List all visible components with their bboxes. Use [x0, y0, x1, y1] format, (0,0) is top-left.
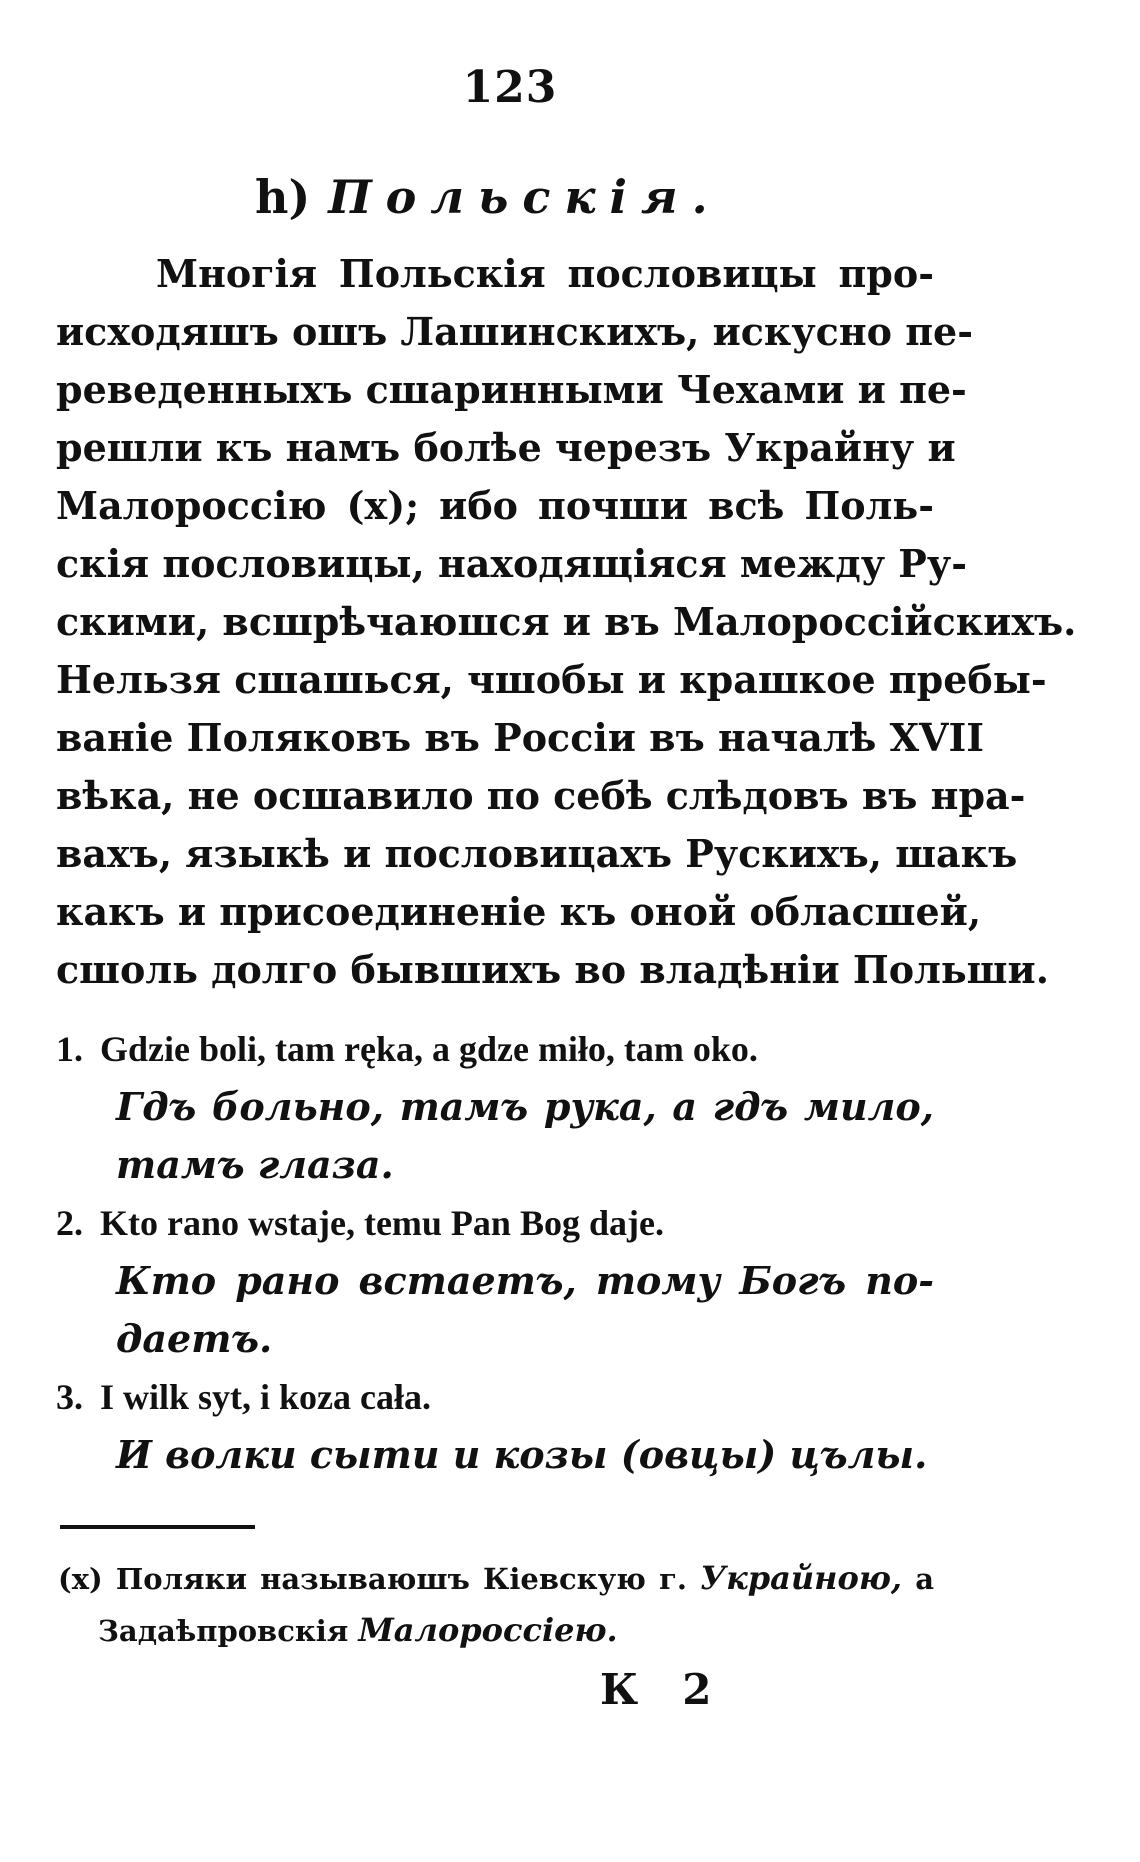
proverb-translation: И волки сыти и козы (овцы) цълы.: [116, 1432, 928, 1477]
printer-signature: [600, 1665, 715, 1714]
proverb-original: [56, 1194, 934, 1252]
page-number: 123: [462, 62, 558, 113]
paragraph-line: решли къ намъ болѣе черезъ Украйну и: [56, 425, 956, 470]
paragraph-line: Нельзя сшашься, чшобы и крашкое пребы-: [56, 657, 1047, 702]
paragraph-line: Многія Польскія пословицы про-: [156, 251, 934, 296]
proverb-translation: тамъ глаза.: [116, 1142, 394, 1187]
proverb-item: [56, 1020, 934, 1194]
proverb-translation: даетъ.: [116, 1316, 273, 1361]
section-marker: h): [255, 170, 311, 224]
paragraph-line: исходяшъ ошъ Лашинскихъ, искусно пе-: [56, 309, 973, 354]
main-paragraph: [56, 245, 1077, 999]
footnote-text: а: [915, 1562, 934, 1596]
footnote-marker: (x): [58, 1562, 103, 1596]
proverb-original-text: Kto rano wstaje, temu Pan Bog daje.: [100, 1203, 664, 1243]
proverb-original: [56, 1020, 934, 1078]
footnote-text: Задаѣпровскія: [98, 1614, 349, 1648]
proverb-original-text: I wilk syt, i koza cała.: [100, 1377, 432, 1417]
proverb-number: 2.: [56, 1203, 83, 1243]
proverb-list: [56, 1020, 934, 1484]
paragraph-line: вахъ, языкѣ и пословицахъ Рускихъ, шакъ: [56, 831, 1018, 876]
signature-number: 2: [682, 1665, 716, 1714]
footnote-italic: Малороссіею.: [358, 1611, 618, 1649]
footnote-divider: [60, 1525, 255, 1529]
footnote-italic: Украйною,: [700, 1559, 903, 1597]
proverb-translation: Гдъ больно, тамъ рука, а гдъ мило,: [116, 1084, 934, 1129]
section-title: Польскія.: [328, 170, 722, 224]
paragraph-line: ваніе Поляковъ въ Россіи въ началѣ XVII: [56, 715, 985, 760]
paragraph-line: реведенныхъ сшаринными Чехами и пе-: [56, 367, 967, 412]
footnote: [58, 1552, 934, 1656]
proverb-original-text: Gdzie boli, tam ręka, a gdze miło, tam oko.: [100, 1029, 758, 1069]
section-heading: [255, 170, 722, 224]
paragraph-line: какъ и присоединеніе къ оной обласшей,: [56, 889, 982, 934]
signature-letter: К: [600, 1665, 643, 1714]
proverb-translation: Кто рано встаетъ, тому Богъ по-: [116, 1258, 934, 1303]
paragraph-line: сшоль долго бывшихъ во владѣніи Польши.: [56, 947, 1049, 992]
proverb-number: 1.: [56, 1029, 83, 1069]
proverb-item: [56, 1194, 934, 1368]
paragraph-line: вѣка, не осшавило по себѣ слѣдовъ въ нра-: [56, 773, 1026, 818]
proverb-number: 3.: [56, 1377, 83, 1417]
proverb-original: [56, 1368, 934, 1426]
paragraph-line: скія пословицы, находящіяся между Ру-: [56, 541, 967, 586]
footnote-line: [58, 1604, 934, 1656]
proverb-item: [56, 1368, 934, 1484]
paragraph-line: скими, всшрѣчаюшся и въ Малороссійскихъ.: [56, 599, 1077, 644]
paragraph-line: Малороссію (x); ибо почши всѣ Поль-: [56, 483, 934, 528]
footnote-text: Поляки называюшъ Кіевскую г.: [115, 1562, 687, 1596]
footnote-line: [58, 1552, 934, 1604]
